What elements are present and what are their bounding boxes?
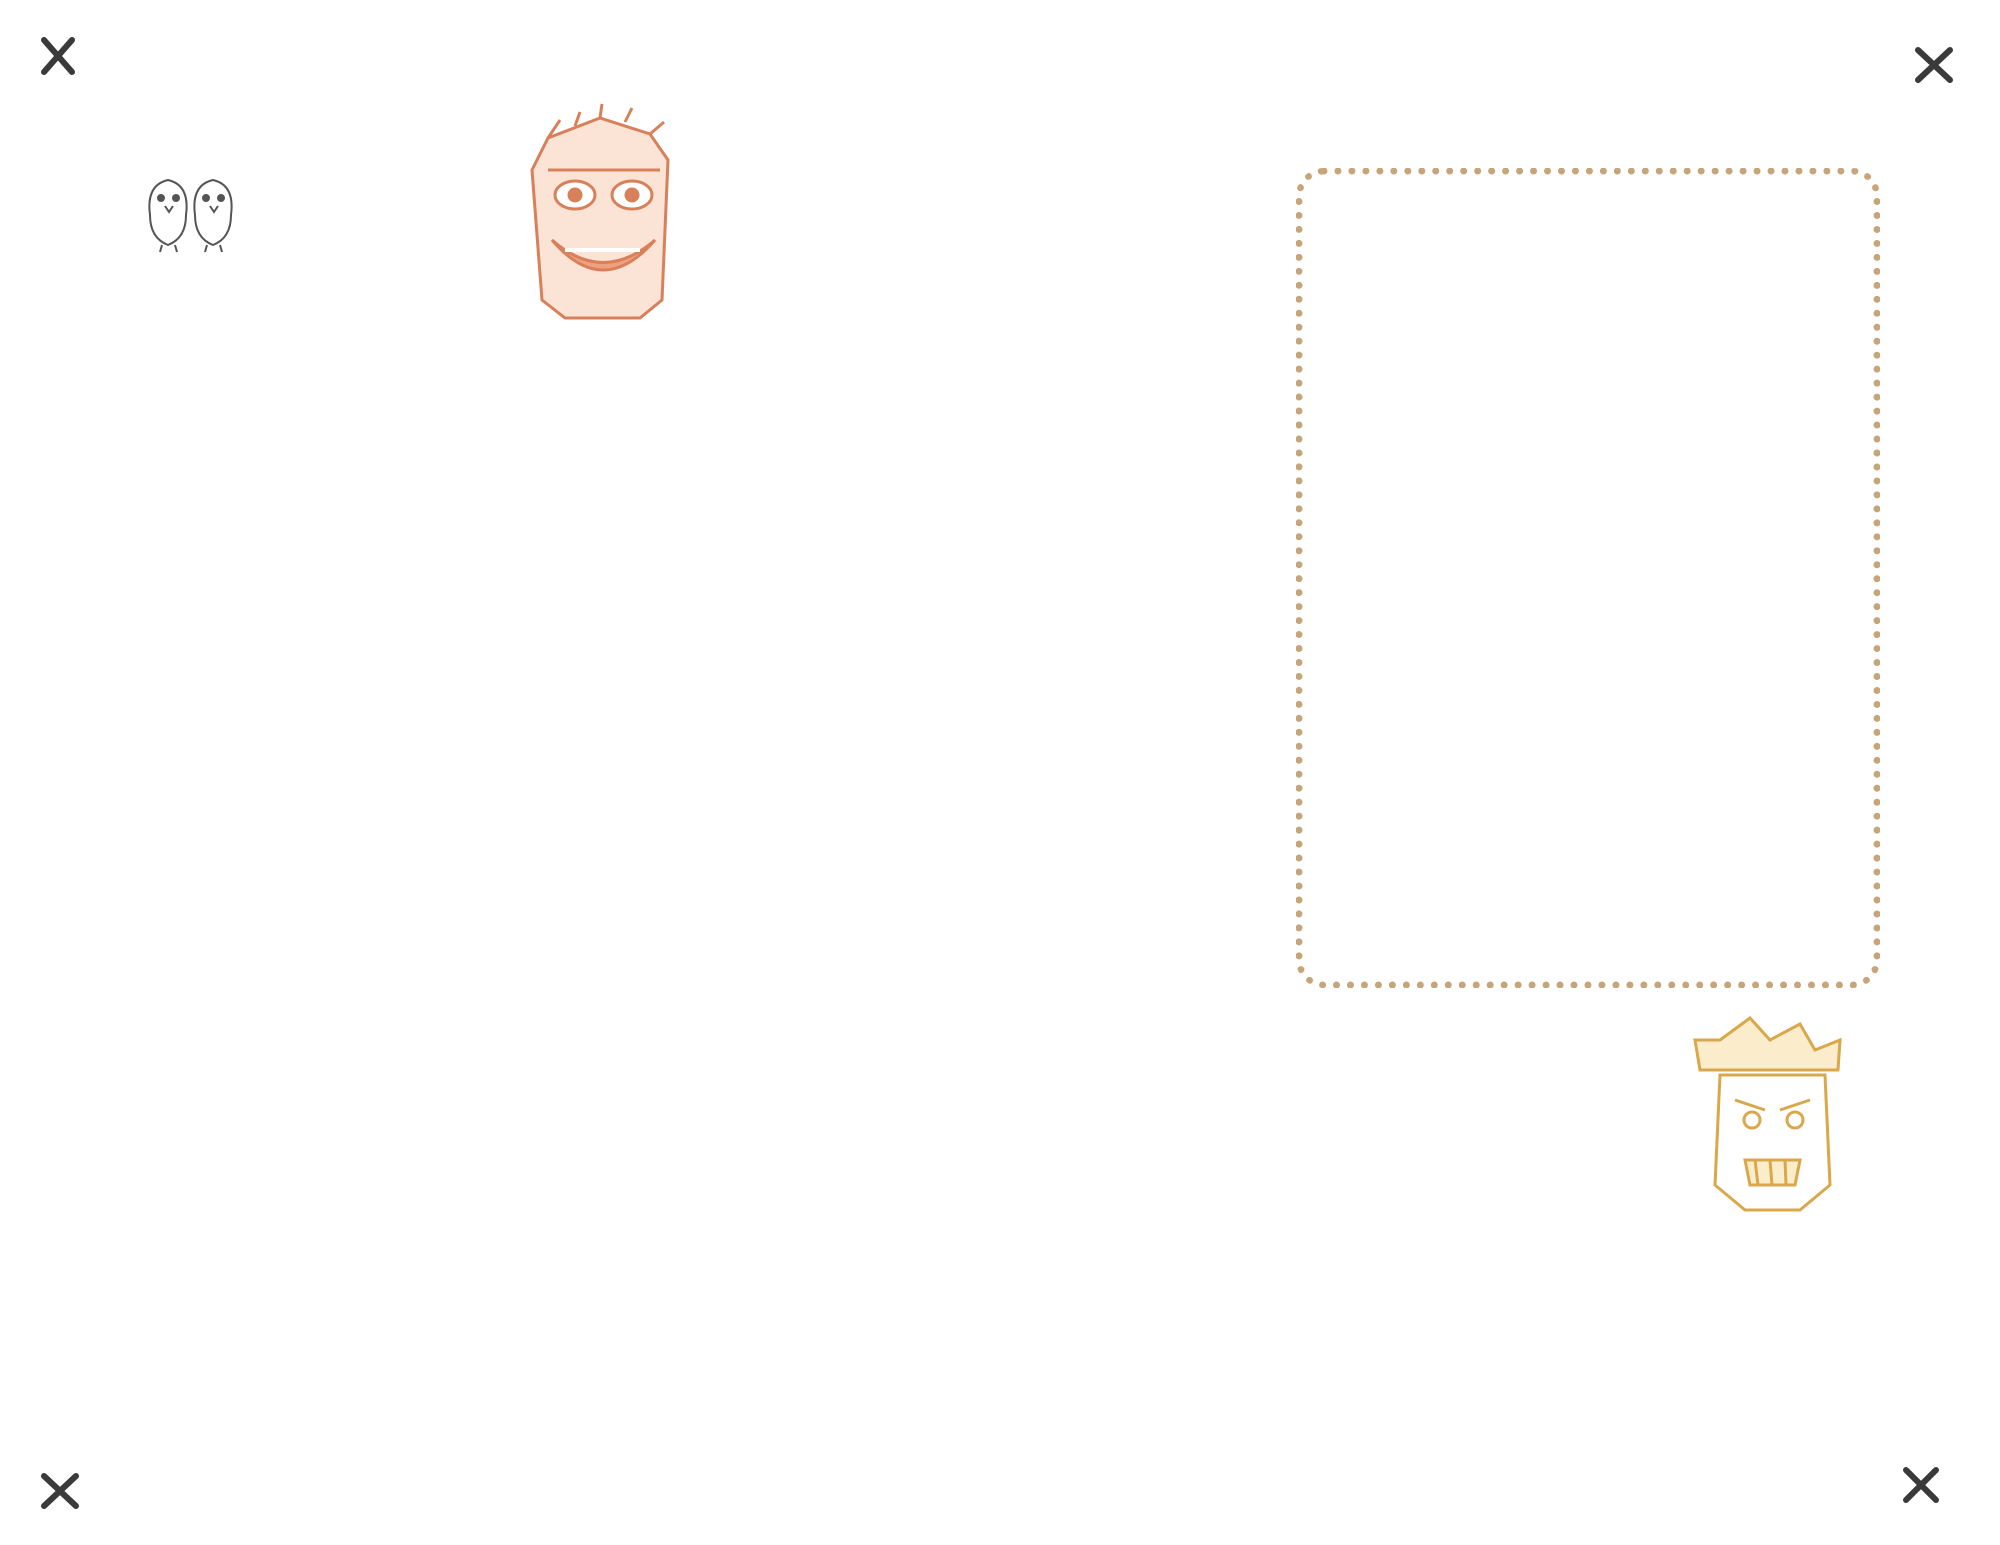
salads-mains-column	[696, 170, 1266, 184]
tiki-mask-orange	[532, 104, 668, 318]
pizza-dotted-box	[1296, 168, 1880, 988]
snack-share-column	[100, 306, 660, 312]
logo-birds	[149, 180, 231, 252]
tiki-mask-gold	[1695, 1018, 1840, 1210]
